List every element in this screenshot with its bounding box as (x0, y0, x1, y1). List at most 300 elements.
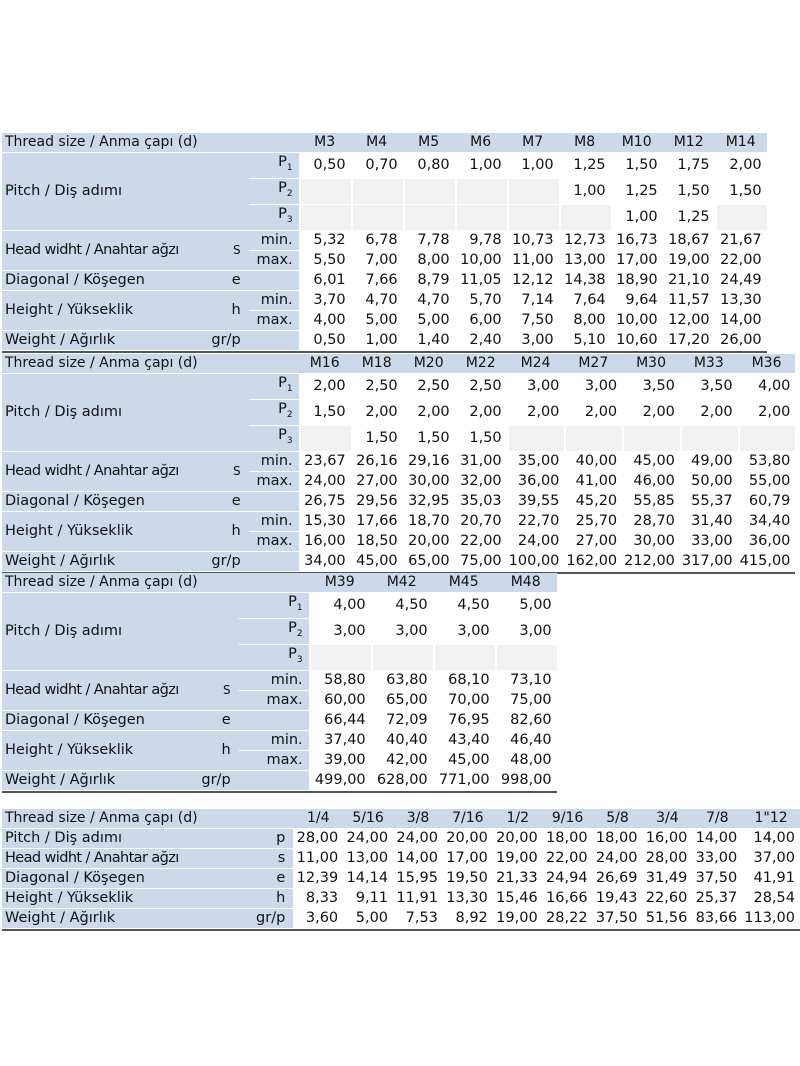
pitch-symbol-p2: $P_2$ (249, 179, 299, 204)
range-label: max. (239, 751, 309, 770)
diagonal-value: 6,01 (299, 271, 351, 290)
height-value: 15,30 (299, 512, 351, 531)
head-width-value: 17,00 (443, 849, 493, 868)
size-header: M27 (564, 354, 622, 373)
height-value: 6,00 (455, 311, 507, 330)
weight-value: 1,00 (351, 331, 403, 350)
pitch-value: 24,00 (393, 829, 443, 848)
pitch-value: 3,00 (433, 619, 495, 644)
height-value: 13,30 (715, 291, 767, 310)
pitch-value: 1,50 (455, 426, 507, 451)
head-width-symbol: s (219, 849, 294, 868)
height-value: 36,00 (738, 532, 796, 551)
weight-spacer (249, 552, 299, 571)
pitch-value (371, 645, 433, 670)
height-value: 9,64 (611, 291, 663, 310)
head-width-value: 40,00 (564, 452, 622, 471)
height-value: 28,54 (742, 889, 800, 908)
weight-label: Weight / Ağırlık (2, 909, 219, 928)
height-value: 14,00 (715, 311, 767, 330)
height-label: Height / Yükseklik (2, 889, 219, 908)
diagonal-value: 35,03 (455, 492, 507, 511)
pitch-value: 1,25 (663, 205, 715, 230)
head-width-row (2, 452, 795, 471)
head-width-value: 55,00 (738, 472, 796, 491)
weight-value: 8,92 (443, 909, 493, 928)
pitch-value: 16,00 (642, 829, 692, 848)
pitch-value: 3,00 (564, 374, 622, 399)
head-width-value: 46,00 (622, 472, 680, 491)
height-value: 22,60 (642, 889, 692, 908)
header-row (2, 573, 557, 592)
head-width-label: Head widht / Anahtar ağzı (2, 671, 179, 710)
pitch-value: 1,00 (611, 205, 663, 230)
thread-size-label: Thread size / Anma çapı (d) (2, 809, 293, 828)
head-width-value: 75,00 (495, 691, 557, 710)
pitch-value: 2,50 (455, 374, 507, 399)
height-value: 39,00 (309, 751, 371, 770)
diagonal-symbol: e (219, 869, 294, 888)
head-width-value: 65,00 (371, 691, 433, 710)
pitch-symbol-p1: $P_1$ (239, 593, 309, 618)
weight-label: Weight / Ağırlık (2, 771, 179, 790)
weight-spacer (239, 771, 309, 790)
height-value: 16,66 (543, 889, 593, 908)
head-width-value: 7,00 (351, 251, 403, 270)
pitch-value: 1,25 (559, 153, 611, 178)
height-value: 8,33 (293, 889, 343, 908)
pitch-value: 1,00 (507, 153, 559, 178)
diagonal-value: 41,91 (742, 869, 800, 888)
height-value: 4,70 (403, 291, 455, 310)
height-value: 20,00 (403, 532, 455, 551)
diagonal-value: 66,44 (309, 711, 371, 730)
height-value: 7,64 (559, 291, 611, 310)
weight-value: 2,40 (455, 331, 507, 350)
head-width-value: 53,80 (738, 452, 796, 471)
height-value: 18,70 (403, 512, 455, 531)
size-header: M39 (309, 573, 371, 592)
pitch-value (403, 179, 455, 204)
head-width-value: 9,78 (455, 231, 507, 250)
size-header: M24 (507, 354, 565, 373)
height-value: 42,00 (371, 751, 433, 770)
diagonal-row (2, 711, 557, 730)
height-value: 8,00 (559, 311, 611, 330)
height-value: 22,00 (455, 532, 507, 551)
diagonal-symbol: e (179, 711, 239, 730)
weight-symbol: gr/p (219, 909, 294, 928)
weight-label: Weight / Ağırlık (2, 552, 179, 571)
head-width-value: 41,00 (564, 472, 622, 491)
pitch-value (455, 205, 507, 230)
size-header: M48 (495, 573, 557, 592)
diagonal-value: 26,69 (593, 869, 643, 888)
height-value: 16,00 (299, 532, 351, 551)
height-symbol: h (179, 512, 249, 551)
pitch-value: 1,50 (663, 179, 715, 204)
diagonal-value: 21,10 (663, 271, 715, 290)
diagonal-value: 32,95 (403, 492, 455, 511)
diagonal-value: 8,79 (403, 271, 455, 290)
pitch-value (507, 205, 559, 230)
size-header: M3 (299, 133, 351, 152)
pitch-value: 3,00 (495, 619, 557, 644)
pitch-value: 1,50 (299, 400, 351, 425)
diagonal-spacer (239, 711, 309, 730)
weight-value: 317,00 (680, 552, 738, 571)
weight-value: 83,66 (692, 909, 742, 928)
pitch-label: Pitch / Diş adımı (2, 593, 179, 670)
pitch-value (403, 205, 455, 230)
height-value: 25,70 (564, 512, 622, 531)
pitch-value: 0,70 (351, 153, 403, 178)
weight-value: 19,00 (493, 909, 543, 928)
pitch-value: 3,00 (309, 619, 371, 644)
weight-value: 113,00 (742, 909, 800, 928)
height-value: 24,00 (507, 532, 565, 551)
pitch-row-p1 (2, 374, 795, 399)
height-value: 4,70 (351, 291, 403, 310)
weight-value: 10,60 (611, 331, 663, 350)
head-width-value: 30,00 (403, 472, 455, 491)
weight-row (2, 331, 767, 350)
height-label: Height / Yükseklik (2, 291, 179, 330)
size-header: 5/8 (593, 809, 643, 828)
height-value: 3,70 (299, 291, 351, 310)
head-width-value: 63,80 (371, 671, 433, 690)
weight-value: 45,00 (351, 552, 403, 571)
diagonal-row (2, 869, 800, 888)
diagonal-value: 14,14 (343, 869, 393, 888)
size-header: 3/4 (642, 809, 692, 828)
height-value: 9,11 (343, 889, 393, 908)
pitch-symbol-p2: $P_2$ (239, 619, 309, 644)
size-header: M20 (403, 354, 455, 373)
pitch-value: 0,50 (299, 153, 351, 178)
head-width-value: 5,32 (299, 231, 351, 250)
weight-label: Weight / Ağırlık (2, 331, 179, 350)
head-width-label: Head widht / Anahtar ağzı (2, 452, 179, 491)
size-header: M22 (455, 354, 507, 373)
weight-row (2, 909, 800, 928)
pitch-value: 2,00 (564, 400, 622, 425)
height-value: 11,57 (663, 291, 715, 310)
head-width-value: 5,50 (299, 251, 351, 270)
size-header: M6 (455, 133, 507, 152)
size-header: M7 (507, 133, 559, 152)
pitch-value: 20,00 (493, 829, 543, 848)
size-header: 1/4 (293, 809, 343, 828)
pitch-symbol-spacer (179, 374, 249, 451)
height-value: 43,40 (433, 731, 495, 750)
weight-value: 162,00 (564, 552, 622, 571)
diagonal-value: 26,75 (299, 492, 351, 511)
size-header: 7/16 (443, 809, 493, 828)
height-row (2, 731, 557, 750)
diagonal-value: 82,60 (495, 711, 557, 730)
weight-value: 771,00 (433, 771, 495, 790)
diagonal-value: 60,79 (738, 492, 796, 511)
head-width-value: 13,00 (559, 251, 611, 270)
head-width-value: 19,00 (493, 849, 543, 868)
height-value: 40,40 (371, 731, 433, 750)
size-header: M36 (738, 354, 796, 373)
header-row (2, 809, 800, 828)
size-header: M33 (680, 354, 738, 373)
diagonal-value: 24,94 (543, 869, 593, 888)
metric-table-2 (2, 353, 795, 574)
diagonal-symbol: e (179, 492, 249, 511)
height-symbol: h (179, 291, 249, 330)
range-label: min. (249, 291, 299, 310)
head-width-value: 8,00 (403, 251, 455, 270)
head-width-value: 60,00 (309, 691, 371, 710)
height-value: 27,00 (564, 532, 622, 551)
pitch-value: 2,00 (299, 374, 351, 399)
height-value: 7,50 (507, 311, 559, 330)
head-width-label: Head widht / Anahtar ağzı (2, 231, 179, 270)
height-value: 25,37 (692, 889, 742, 908)
size-header: M4 (351, 133, 403, 152)
diagonal-value: 7,66 (351, 271, 403, 290)
pitch-value (738, 426, 796, 451)
head-width-value: 36,00 (507, 472, 565, 491)
pitch-value: 14,00 (742, 829, 800, 848)
weight-value: 998,00 (495, 771, 557, 790)
head-width-value: 28,00 (642, 849, 692, 868)
pitch-value (622, 426, 680, 451)
pitch-value (351, 179, 403, 204)
head-width-value: 50,00 (680, 472, 738, 491)
header-row (2, 354, 795, 373)
pitch-value (455, 179, 507, 204)
pitch-value: 1,75 (663, 153, 715, 178)
head-width-value: 24,00 (299, 472, 351, 491)
range-label: max. (249, 311, 299, 330)
pitch-value: 2,00 (403, 400, 455, 425)
height-value: 30,00 (622, 532, 680, 551)
height-value: 5,70 (455, 291, 507, 310)
diagonal-value: 12,39 (293, 869, 343, 888)
pitch-symbol-p3: $P_3$ (249, 205, 299, 230)
weight-value: 28,22 (543, 909, 593, 928)
range-label: max. (249, 472, 299, 491)
pitch-value (433, 645, 495, 670)
pitch-value (351, 205, 403, 230)
size-header: 1/2 (493, 809, 543, 828)
head-width-value: 27,00 (351, 472, 403, 491)
pitch-value: 1,50 (403, 426, 455, 451)
diagonal-symbol: e (179, 271, 249, 290)
head-width-value: 70,00 (433, 691, 495, 710)
pitch-value: 2,00 (622, 400, 680, 425)
pitch-label: Pitch / Diş adımı (2, 829, 219, 848)
pitch-value: 20,00 (443, 829, 493, 848)
head-width-symbol: S (179, 231, 249, 270)
size-header: 1"12 (742, 809, 800, 828)
height-label: Height / Yükseklik (2, 731, 179, 770)
weight-value: 7,53 (393, 909, 443, 928)
pitch-symbol-spacer (179, 593, 239, 670)
head-width-value: 26,16 (351, 452, 403, 471)
head-width-value: 10,00 (455, 251, 507, 270)
pitch-value: 2,00 (680, 400, 738, 425)
pitch-value: 2,00 (351, 400, 403, 425)
pitch-value (680, 426, 738, 451)
diagonal-value: 19,50 (443, 869, 493, 888)
diagonal-row (2, 492, 795, 511)
pitch-value: 1,00 (559, 179, 611, 204)
height-value: 12,00 (663, 311, 715, 330)
pitch-value: 2,00 (715, 153, 767, 178)
range-label: max. (249, 251, 299, 270)
diagonal-spacer (249, 492, 299, 511)
height-value: 5,00 (351, 311, 403, 330)
height-value: 7,14 (507, 291, 559, 310)
head-width-value: 16,73 (611, 231, 663, 250)
weight-value: 3,60 (293, 909, 343, 928)
pitch-value: 1,00 (455, 153, 507, 178)
pitch-value: 2,00 (455, 400, 507, 425)
height-value: 28,70 (622, 512, 680, 531)
pitch-label: Pitch / Diş adımı (2, 153, 179, 230)
thread-size-label: Thread size / Anma çapı (d) (2, 354, 299, 373)
size-header: M5 (403, 133, 455, 152)
weight-value: 3,00 (507, 331, 559, 350)
pitch-symbol-spacer (179, 153, 249, 230)
diagonal-spacer (249, 271, 299, 290)
pitch-value (564, 426, 622, 451)
pitch-value: 1,50 (611, 153, 663, 178)
diagonal-value: 11,05 (455, 271, 507, 290)
pitch-value: 3,00 (507, 374, 565, 399)
range-label: min. (239, 671, 309, 690)
pitch-value: 4,50 (371, 593, 433, 618)
height-symbol: h (219, 889, 294, 908)
height-value: 45,00 (433, 751, 495, 770)
diagonal-label: Diagonal / Köşegen (2, 271, 179, 290)
head-width-value: 22,00 (715, 251, 767, 270)
head-width-value: 68,10 (433, 671, 495, 690)
size-header: 5/16 (343, 809, 393, 828)
diagonal-label: Diagonal / Köşegen (2, 492, 179, 511)
head-width-row (2, 849, 800, 868)
diagonal-value: 21,33 (493, 869, 543, 888)
size-header: 9/16 (543, 809, 593, 828)
pitch-value: 2,50 (403, 374, 455, 399)
pitch-symbol: p (219, 829, 294, 848)
diagonal-label: Diagonal / Köşegen (2, 711, 179, 730)
diagonal-value: 72,09 (371, 711, 433, 730)
diagonal-value: 37,50 (692, 869, 742, 888)
head-width-value: 18,67 (663, 231, 715, 250)
head-width-value: 17,00 (611, 251, 663, 270)
head-width-value: 19,00 (663, 251, 715, 270)
head-width-value: 11,00 (507, 251, 559, 270)
pitch-value: 3,00 (371, 619, 433, 644)
weight-value: 0,50 (299, 331, 351, 350)
size-header: 3/8 (393, 809, 443, 828)
head-width-value: 12,73 (559, 231, 611, 250)
height-value: 31,40 (680, 512, 738, 531)
range-label: min. (249, 512, 299, 531)
pitch-symbol-p1: $P_1$ (249, 374, 299, 399)
height-value: 5,00 (403, 311, 455, 330)
height-value: 18,50 (351, 532, 403, 551)
height-value: 10,00 (611, 311, 663, 330)
pitch-symbol-p3: $P_3$ (239, 645, 309, 670)
pitch-value (299, 179, 351, 204)
weight-value: 17,20 (663, 331, 715, 350)
size-header: M16 (299, 354, 351, 373)
inch-table (2, 808, 800, 931)
weight-value: 75,00 (455, 552, 507, 571)
height-value: 17,66 (351, 512, 403, 531)
header-row (2, 133, 767, 152)
diagonal-value: 24,49 (715, 271, 767, 290)
weight-value: 628,00 (371, 771, 433, 790)
head-width-value: 33,00 (692, 849, 742, 868)
pitch-label: Pitch / Diş adımı (2, 374, 179, 451)
pitch-value: 2,00 (738, 400, 796, 425)
diagonal-value: 12,12 (507, 271, 559, 290)
head-width-value: 10,73 (507, 231, 559, 250)
diagonal-label: Diagonal / Köşegen (2, 869, 219, 888)
diagonal-value: 55,85 (622, 492, 680, 511)
weight-value: 37,50 (593, 909, 643, 928)
head-width-value: 7,78 (403, 231, 455, 250)
height-label: Height / Yükseklik (2, 512, 179, 551)
size-header: M10 (611, 133, 663, 152)
size-header: M14 (715, 133, 767, 152)
pitch-value: 0,80 (403, 153, 455, 178)
height-value: 48,00 (495, 751, 557, 770)
height-value: 19,43 (593, 889, 643, 908)
pitch-value: 3,50 (622, 374, 680, 399)
weight-value: 5,10 (559, 331, 611, 350)
weight-value: 65,00 (403, 552, 455, 571)
weight-symbol: gr/p (179, 552, 249, 571)
size-header: M8 (559, 133, 611, 152)
weight-value: 499,00 (309, 771, 371, 790)
pitch-value (309, 645, 371, 670)
height-value: 33,00 (680, 532, 738, 551)
diagonal-value: 29,56 (351, 492, 403, 511)
diagonal-value: 39,55 (507, 492, 565, 511)
weight-value: 100,00 (507, 552, 565, 571)
weight-symbol: gr/p (179, 771, 239, 790)
diagonal-value: 31,49 (642, 869, 692, 888)
metric-table-3 (2, 572, 557, 793)
pitch-value: 2,50 (351, 374, 403, 399)
head-width-row (2, 671, 557, 690)
height-value: 11,91 (393, 889, 443, 908)
size-header: M18 (351, 354, 403, 373)
weight-value: 34,00 (299, 552, 351, 571)
thread-size-label: Thread size / Anma çapı (d) (2, 573, 309, 592)
size-header: M42 (371, 573, 433, 592)
pitch-value (299, 426, 351, 451)
head-width-value: 35,00 (507, 452, 565, 471)
range-label: max. (249, 532, 299, 551)
weight-value: 415,00 (738, 552, 796, 571)
diagonal-value: 76,95 (433, 711, 495, 730)
head-width-symbol: S (179, 452, 249, 491)
head-width-value: 22,00 (543, 849, 593, 868)
pitch-value: 1,50 (715, 179, 767, 204)
height-value: 13,30 (443, 889, 493, 908)
